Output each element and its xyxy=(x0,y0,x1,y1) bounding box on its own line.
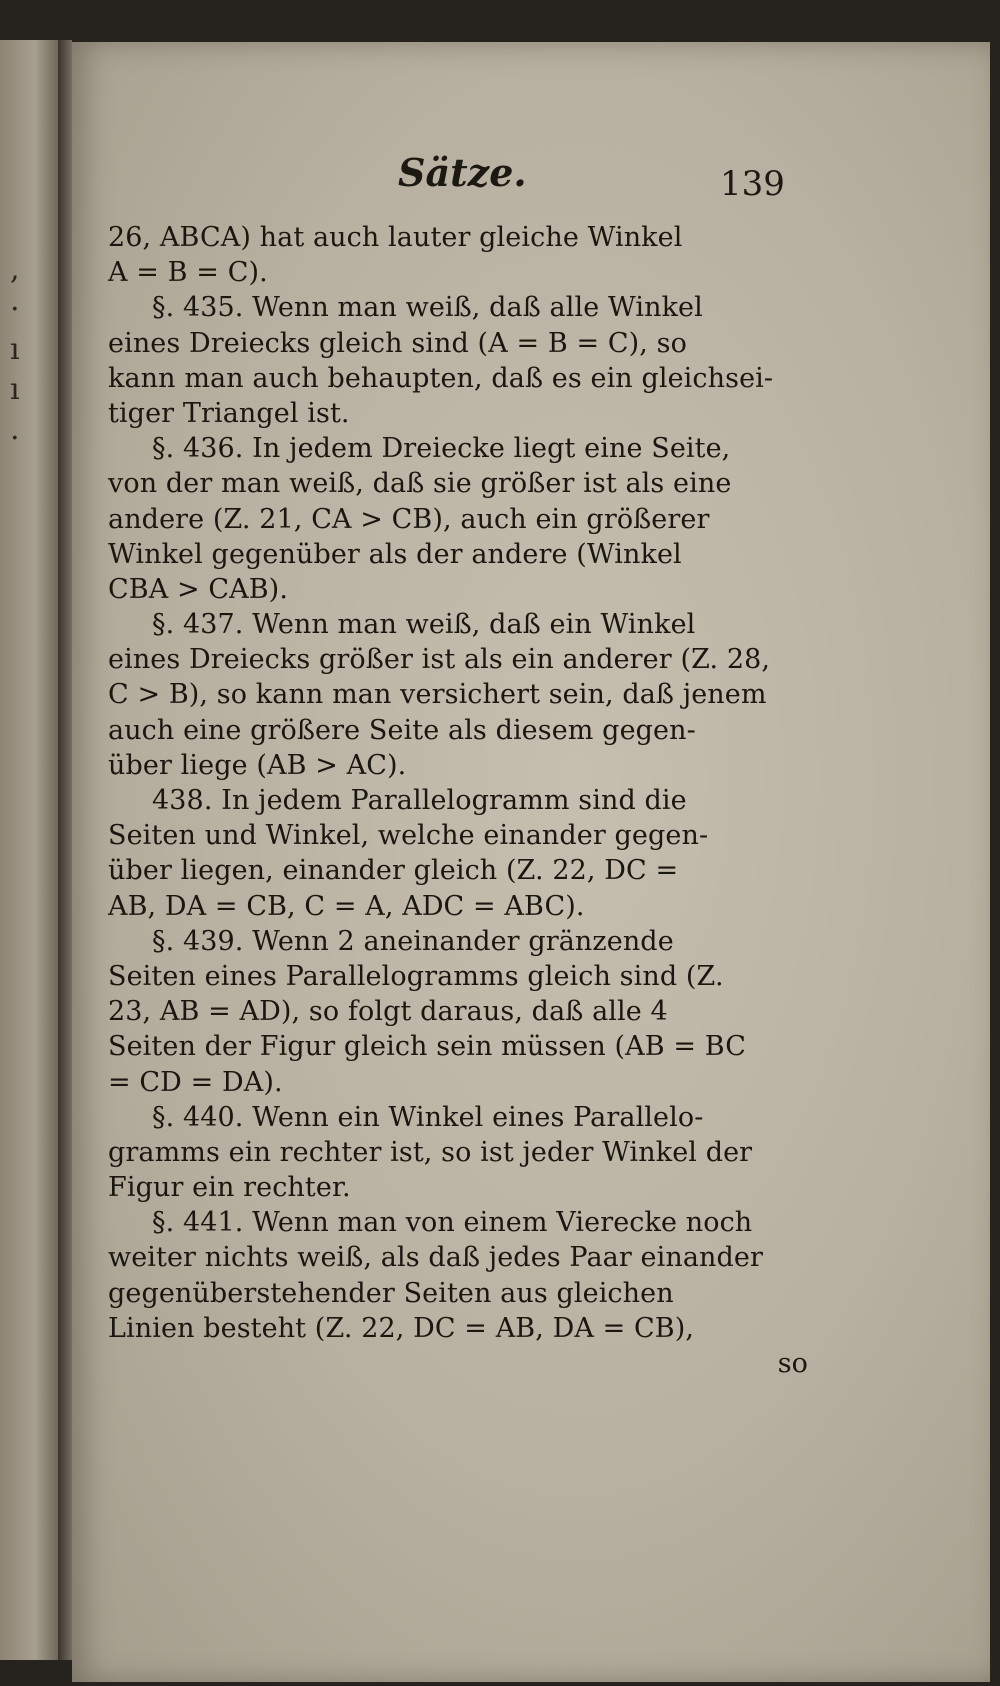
page-number: 139 xyxy=(720,164,785,204)
text-line: §. 440. Wenn ein Winkel eines Parallelo- xyxy=(152,1101,704,1133)
text-line: §. 439. Wenn 2 aneinander gränzende xyxy=(152,925,674,957)
text-line: Seiten der Figur gleich sein müssen (AB = BC xyxy=(108,1031,746,1063)
text-line: §. 436. In jedem Dreiecke liegt eine Seite, xyxy=(152,433,731,465)
text-line: eines Dreiecks gleich sind (A = B = C), so xyxy=(108,327,687,359)
page-header xyxy=(72,142,990,202)
text-line: weiter nichts weiß, als daß jedes Paar einander xyxy=(108,1242,764,1274)
text-line: A = B = C). xyxy=(108,257,268,289)
text-line: §. 437. Wenn man weiß, daß ein Winkel xyxy=(152,609,696,641)
text-line: Linien besteht (Z. 22, DC = AB, DA = CB), xyxy=(108,1312,695,1344)
text-line: §. 441. Wenn man von einem Vierecke noch xyxy=(152,1207,753,1239)
text-line: kann man auch behaupten, daß es ein gleichsei- xyxy=(108,362,774,394)
text-line: §. 435. Wenn man weiß, daß alle Winkel xyxy=(152,292,703,324)
text-line: 26, ABCA) hat auch lauter gleiche Winkel xyxy=(108,222,683,253)
running-title: Sätze. xyxy=(398,150,527,195)
text-line: über liege (AB > AC). xyxy=(108,749,407,781)
text-line: auch eine größere Seite als diesem gegen- xyxy=(108,714,696,746)
text-line: AB, DA = CB, C = A, ADC = ABC). xyxy=(108,890,585,922)
book-gutter xyxy=(58,40,72,1660)
text-line: andere (Z. 21, CA > CB), auch ein größerer xyxy=(108,503,710,535)
previous-page-edge xyxy=(0,40,58,1660)
book-page xyxy=(72,42,990,1682)
text-line: Winkel gegenüber als der andere (Winkel xyxy=(108,538,682,570)
text-line: Figur ein rechter. xyxy=(108,1172,351,1204)
text-line: gramms ein rechter ist, so ist jeder Winkel der xyxy=(108,1136,753,1168)
text-line: von der man weiß, daß sie größer ist als eine xyxy=(108,468,732,500)
text-line: eines Dreiecks größer ist als ein anderer (Z. 28, xyxy=(108,644,771,676)
text-line: C > B), so kann man versichert sein, daß jenem xyxy=(108,679,767,711)
text-line: Seiten eines Parallelogramms gleich sind (Z. xyxy=(108,960,724,992)
text-line: 438. In jedem Parallelogramm sind die xyxy=(152,785,687,816)
text-line: tiger Triangel ist. xyxy=(108,397,350,429)
text-line: über liegen, einander gleich (Z. 22, DC = xyxy=(108,855,679,887)
text-line: Seiten und Winkel, welche einander gegen- xyxy=(108,820,709,852)
text-line: 23, AB = AD), so folgt daraus, daß alle 4 xyxy=(108,996,668,1028)
text-line: = CD = DA). xyxy=(108,1066,283,1098)
text-line: CBA > CAB). xyxy=(108,573,289,605)
page-body-text xyxy=(108,220,808,1381)
previous-page-text-fragments: , · ı ı . xyxy=(10,252,20,447)
text-line: gegenüberstehender Seiten aus gleichen xyxy=(108,1277,674,1309)
catchword: so xyxy=(777,1348,808,1379)
